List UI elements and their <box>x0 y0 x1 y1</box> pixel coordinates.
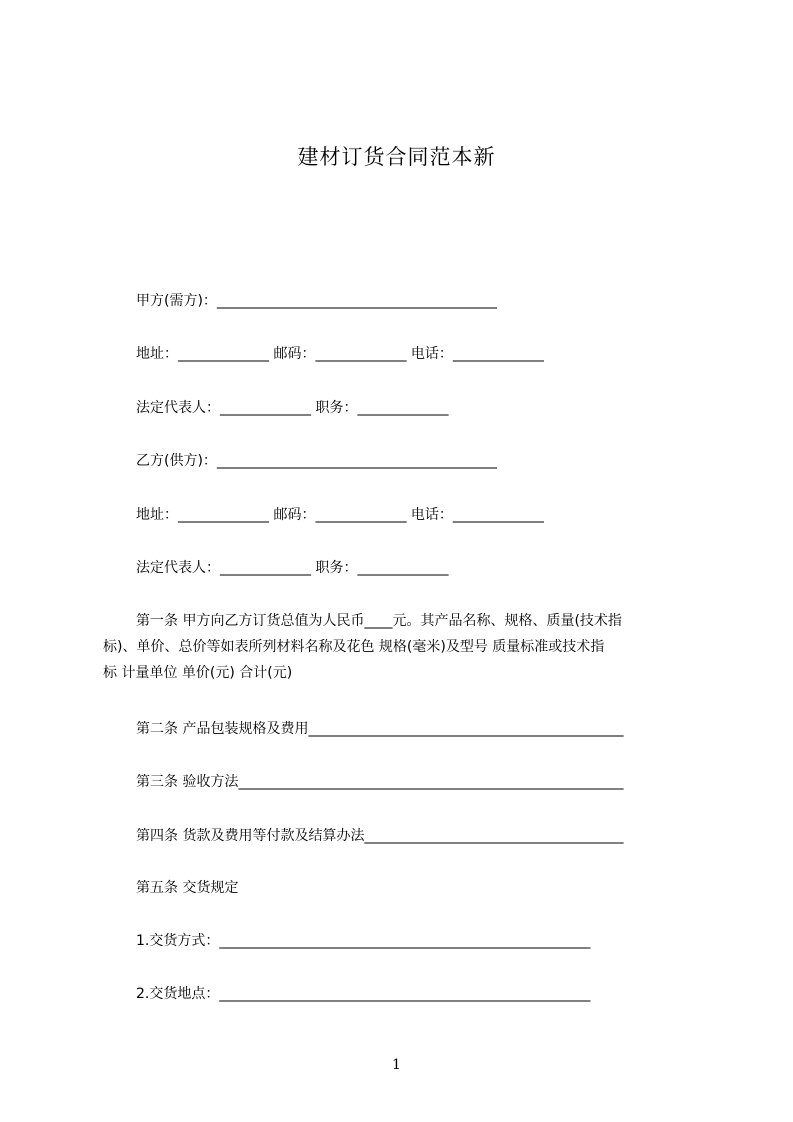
party-a-contact-line: 地址：_____________ 邮码：_____________ 电话：_____________ <box>136 346 544 362</box>
document-title: 建材订货合同范本新 <box>297 145 496 169</box>
party-b-contact-line: 地址：_____________ 邮码：_____________ 电话：_____________ <box>136 507 544 523</box>
article-5-item-2: 2.交货地点：_____________________________________________________ <box>136 986 591 1002</box>
article-1-line-3: 标 计量单位 单价(元) 合计(元) <box>103 665 293 681</box>
article-1-line-1: 第一条 甲方向乙方订货总值为人民币____元。其产品名称、规格、质量(技术指 <box>136 613 622 629</box>
party-a-name-line: 甲方(需方)：________________________________________ <box>136 293 497 309</box>
article-4-line: 第四条 货款及费用等付款及结算办法_____________________________________ <box>136 828 624 844</box>
page-number: 1 <box>392 1057 401 1073</box>
article-2-line: 第二条 产品包装规格及费用_____________________________________________ <box>136 721 624 737</box>
party-b-name-line: 乙方(供方)：________________________________________ <box>136 453 497 469</box>
article-3-line: 第三条 验收方法_______________________________________________________ <box>136 774 624 790</box>
article-5-item-1: 1.交货方式：_____________________________________________________ <box>136 933 591 949</box>
article-5-heading: 第五条 交货规定 <box>136 880 239 896</box>
party-a-representative-line: 法定代表人：_____________ 职务：_____________ <box>136 400 449 416</box>
party-b-representative-line: 法定代表人：_____________ 职务：_____________ <box>136 560 449 576</box>
article-1-paragraph <box>103 608 703 686</box>
article-1-line-2: 标)、单价、总价等如表所列材料名称及花色 规格(毫米)及型号 质量标准或技术指 <box>103 639 605 655</box>
